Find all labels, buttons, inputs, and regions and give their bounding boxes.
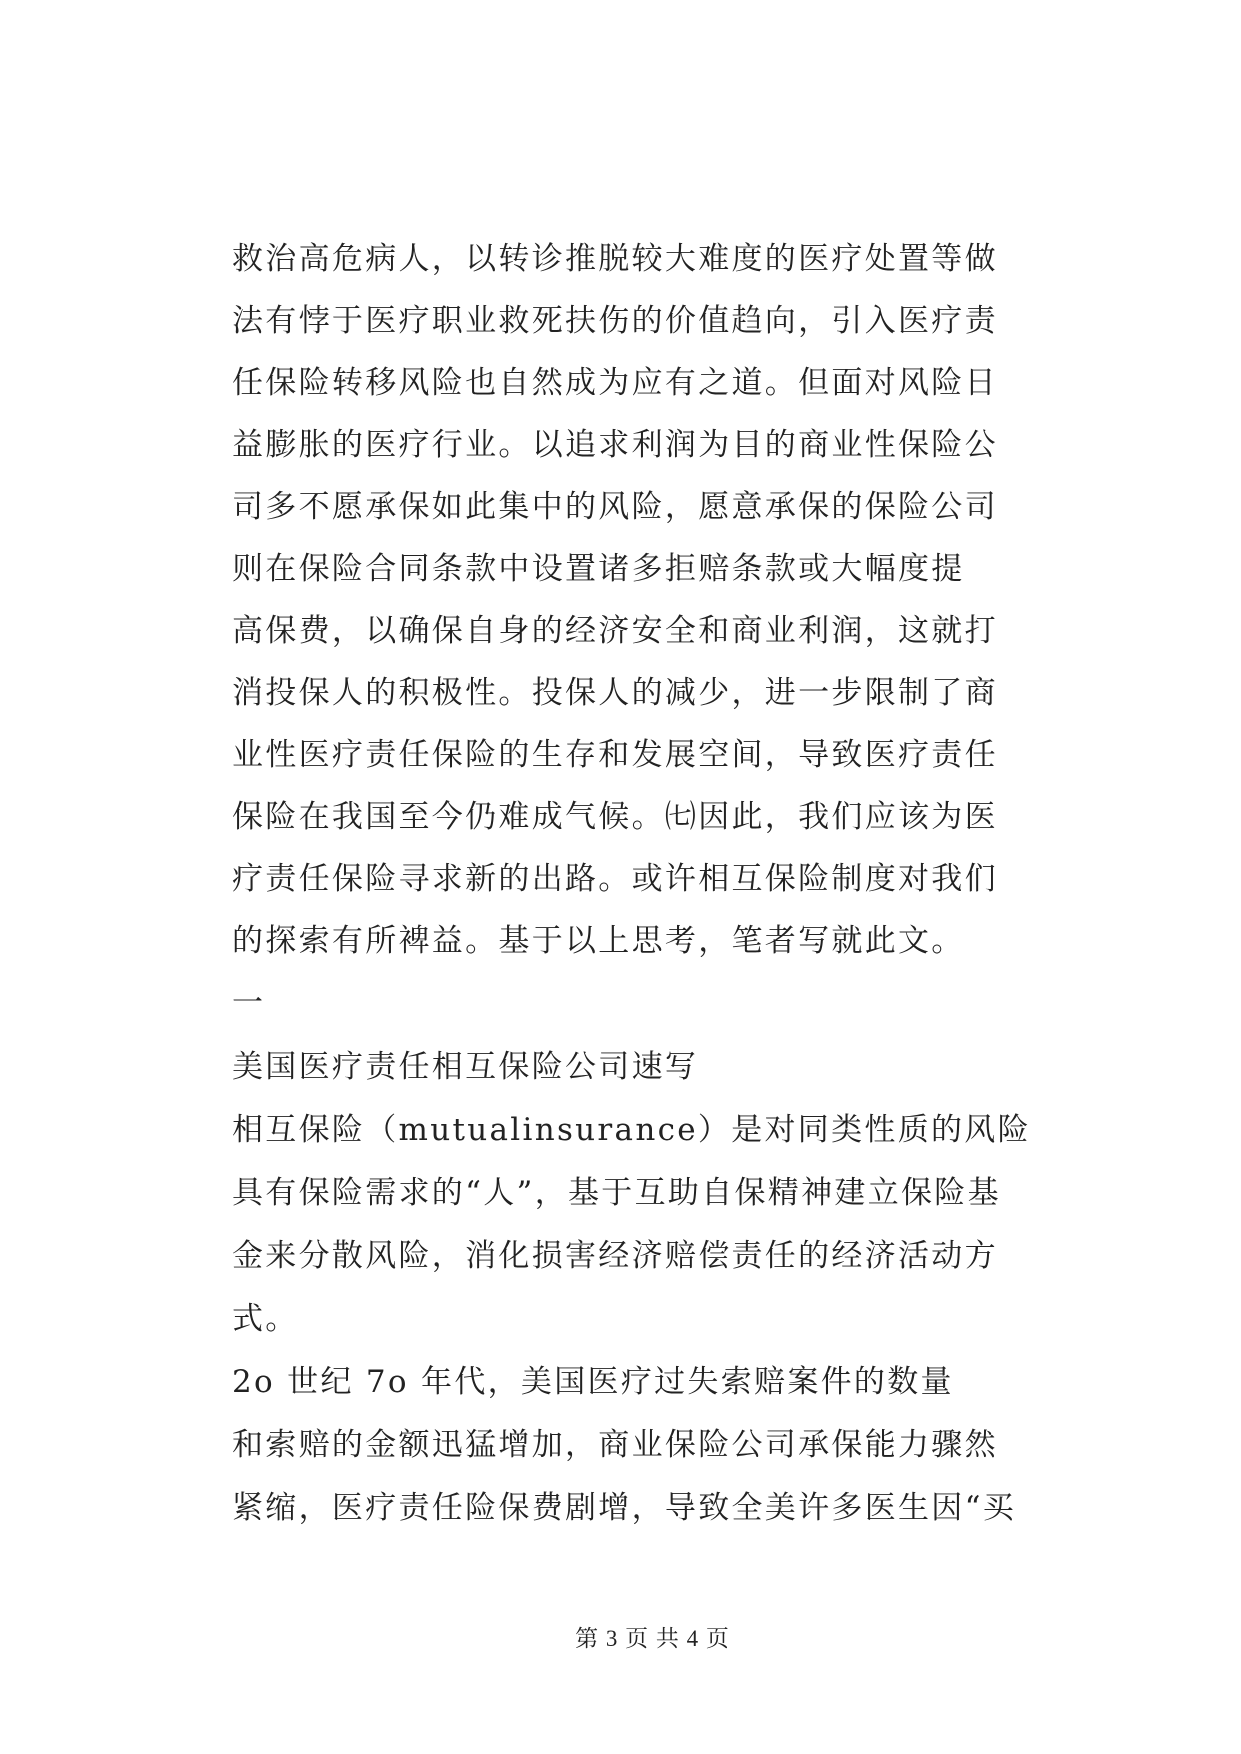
text-line: 的探索有所裨益。基于以上思考，笔者写就此文。: [232, 923, 965, 959]
text-line: 2o 世纪 7o 年代，美国医疗过失索赔案件的数量: [232, 1364, 954, 1400]
text-line: 式。: [232, 1301, 299, 1337]
text-line: 业性医疗责任保险的生存和发展空间，导致医疗责任: [232, 737, 998, 773]
text-line: 益膨胀的医疗行业。以追求利润为目的商业性保险公: [232, 427, 998, 463]
text-line: 相互保险（mutualinsurance）是对同类性质的风险: [232, 1112, 1031, 1148]
section-number: 一: [232, 985, 266, 1021]
page-number-label: 第 3 页 共 4 页: [575, 1626, 730, 1651]
text-line: 紧缩，医疗责任险保费剧增，导致全美许多医生因“买: [232, 1490, 1017, 1526]
text-line: 和索赔的金额迅猛增加，商业保险公司承保能力骤然: [232, 1427, 998, 1463]
text-line: 保险在我国至今仍难成气候。㈦因此，我们应该为医: [232, 799, 998, 835]
text-line: 消投保人的积极性。投保人的减少，进一步限制了商: [232, 675, 998, 711]
section-title: 美国医疗责任相互保险公司速写: [232, 1049, 699, 1085]
text-line: 任保险转移风险也自然成为应有之道。但面对风险日: [232, 365, 998, 401]
text-line: 司多不愿承保如此集中的风险，愿意承保的保险公司: [232, 489, 998, 525]
text-line: 具有保险需求的“人”，基于互助自保精神建立保险基: [232, 1175, 1001, 1211]
text-line: 法有悖于医疗职业救死扶伤的价值趋向，引入医疗责: [232, 303, 998, 339]
text-line: 金来分散风险，消化损害经济赔偿责任的经济活动方: [232, 1238, 998, 1274]
section-body: [232, 1036, 1031, 1540]
text-line: 疗责任保险寻求新的出路。或许相互保险制度对我们: [232, 861, 998, 897]
intro-paragraph: [232, 228, 998, 1034]
text-line: 救治高危病人，以转诊推脱较大难度的医疗处置等做: [232, 241, 998, 277]
text-line: 高保费，以确保自身的经济安全和商业利润，这就打: [232, 613, 998, 649]
text-line: 则在保险合同条款中设置诸多拒赔条款或大幅度提: [232, 551, 965, 587]
page-footer: [0, 1620, 1241, 1653]
